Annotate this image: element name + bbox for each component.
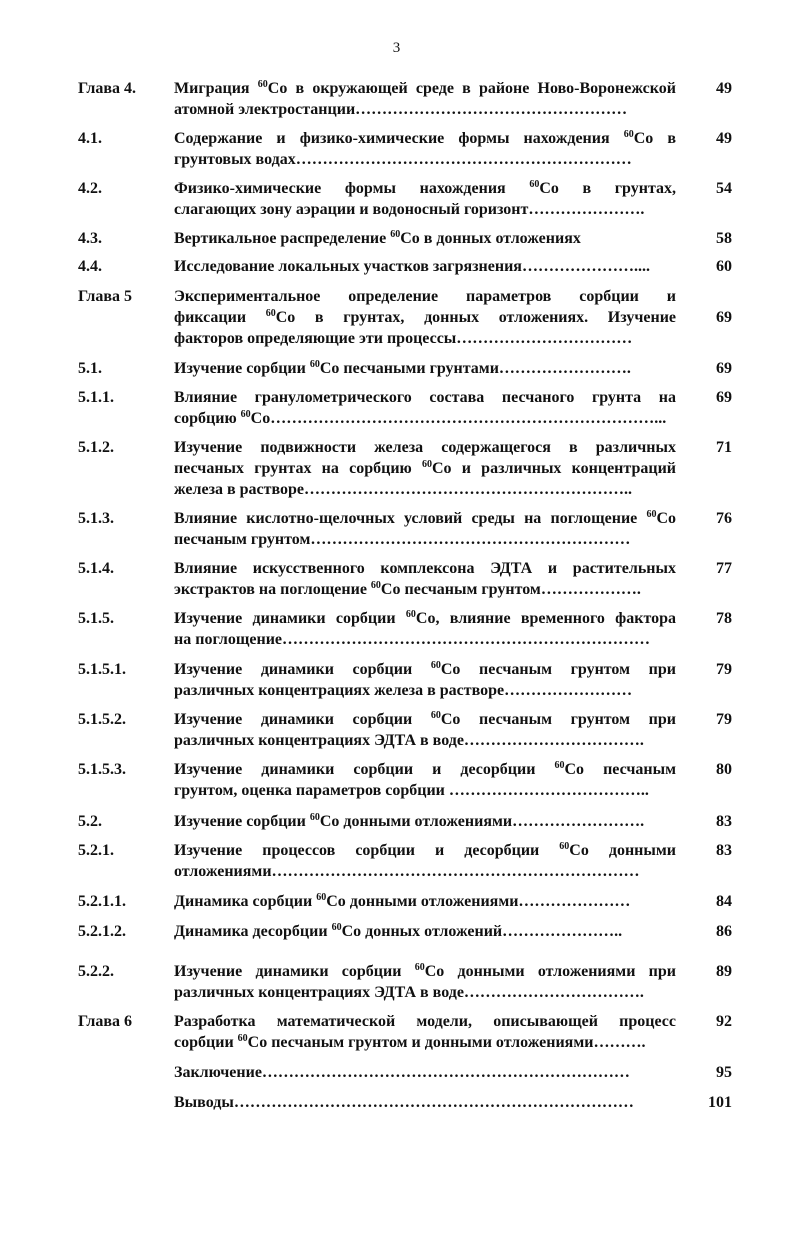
toc-title-line: Миграция $^{60}$Co в окружающей среде в районе Ново-Воронежской [174,79,676,97]
toc-entry-title [174,558,676,600]
toc-title-line: Динамика сорбции $^{60}$Co донными отложениями………………… [174,892,631,910]
isotope-superscript: 60 [390,229,401,240]
toc-entry-page: 69 [716,389,732,406]
toc-title-line: Исследование локальных участков загрязнения………………….... [174,258,650,275]
toc-entry-page: 84 [716,893,732,910]
toc-entry-number: 5.1.3. [78,510,114,527]
isotope-superscript: 60 [623,129,634,140]
isotope-superscript: 60 [405,609,416,620]
isotope-superscript: 60 [237,1033,248,1044]
toc-entry-number: 5.1.2. [78,439,114,456]
isotope-superscript: 60 [559,841,570,852]
toc-entry-page: 71 [716,439,732,456]
toc-entry-title [174,1062,676,1083]
toc-entry-title [174,891,676,912]
toc-entry-number: 5.1.5. [78,610,114,627]
toc-title-line: Изучение динамики сорбции и десорбции $^{60}$Co песчаным [174,760,676,778]
toc-title-line: Изучение динамики сорбции $^{60}$Co, влияние временного фактора [174,609,676,627]
isotope-superscript: 60 [414,962,425,973]
toc-entry-title [174,659,676,701]
toc-entry-page: 58 [716,230,732,247]
toc-title-line: Физико-химические формы нахождения $^{60}$Co в грунтах, [174,179,676,197]
toc-entry-page: 86 [716,923,732,940]
toc-entry-title [174,508,676,550]
toc-entry-title [174,1011,676,1053]
toc-title-line: факторов определяющие эти процессы…………………………… [174,330,633,347]
toc-title-line: песчаным грунтом…………………………………………………… [174,531,631,548]
toc-entry-page: 49 [716,130,732,147]
toc-entry-number: 5.1.5.2. [78,711,126,728]
toc-title-line: различных концентрациях ЭДТА в воде……………………………. [174,732,644,749]
toc-title-line: Влияние кислотно-щелочных условий среды на поглощение $^{60}$Co [174,509,676,527]
toc-entry-page: 95 [716,1064,732,1081]
toc-entry-title [174,358,676,379]
toc-entry-number: 4.3. [78,230,102,247]
toc-entry-title [174,228,676,249]
toc-title-line: слагающих зону аэрации и водоносный горизонт…………………. [174,201,645,218]
toc-entry-page: 79 [716,661,732,678]
toc-title-line: фиксации $^{60}$Co в грунтах, донных отложениях. Изучение [174,308,676,326]
toc-title-line: Изучение подвижности железа содержащегося в различных [174,439,676,456]
toc-entry-title [174,608,676,650]
toc-title-line: сорбцию $^{60}$Co………………………………………………………………... [174,409,667,427]
isotope-superscript: 60 [240,409,251,420]
toc-entry-number: Глава 4. [78,80,136,97]
toc-title-line: Изучение динамики сорбции $^{60}$Co песчаным грунтом при [174,660,676,678]
isotope-superscript: 60 [554,760,565,771]
isotope-superscript: 60 [430,660,441,671]
toc-entry-title [174,178,676,220]
toc-entry-number: 4.2. [78,180,102,197]
toc-title-line: Изучение сорбции $^{60}$Co донными отложениями……………………. [174,812,645,830]
toc-entry-number: 5.1.5.1. [78,661,126,678]
toc-title-line: Выводы………………………………………………………………… [174,1094,634,1111]
isotope-superscript: 60 [309,359,320,370]
toc-title-line: различных концентрациях железа в растворе…………………… [174,682,633,699]
toc-title-line: грунтом, оценка параметров сорбции ……………………………….. [174,782,649,799]
toc-title-line: песчаных грунтах на сорбцию $^{60}$Co и различных концентраций [174,459,676,477]
toc-entry-number: 5.2.1. [78,842,114,859]
toc-entry-title [174,759,676,801]
page-number: 3 [392,40,401,56]
toc-title-line: атомной электростанции…………………………………………… [174,101,628,118]
toc-title-line: на поглощение…………………………………………………………… [174,631,651,648]
toc-title-line: экстрактов на поглощение $^{60}$Co песчаным грунтом………………. [174,580,641,598]
toc-entry-page: 92 [716,1013,732,1030]
toc-title-line: Изучение динамики сорбции $^{60}$Co донными отложениями при [174,962,676,980]
toc-entry-title [174,840,676,882]
toc-title-line: Экспериментальное определение параметров сорбции и [174,288,676,305]
toc-entry-title [174,256,676,277]
toc-entry-number: 5.1.1. [78,389,114,406]
toc-entry-page: 78 [716,610,732,627]
toc-title-line: Влияние искусственного комплексона ЭДТА и растительных [174,560,676,577]
isotope-superscript: 60 [529,179,540,190]
toc-entry-title [174,921,676,942]
toc-entry-title [174,78,676,120]
toc-entry-page: 76 [716,510,732,527]
toc-entry-number: Глава 6 [78,1013,132,1030]
toc-entry-number: 5.1.4. [78,560,114,577]
toc-entry-title [174,437,676,500]
toc-entry-page: 69 [716,360,732,377]
toc-entry-number: 4.1. [78,130,102,147]
toc-entry-number: 5.1. [78,360,102,377]
toc-entry-number: 5.2.2. [78,963,114,980]
toc-title-line: Заключение…………………………………………………………… [174,1064,630,1081]
toc-entry-number: 5.2. [78,813,102,830]
toc-title-line: Вертикальное распределение $^{60}$Co в донных отложениях [174,229,581,247]
toc-entry-number: 5.1.5.3. [78,761,126,778]
toc-entry-title [174,811,676,832]
isotope-superscript: 60 [309,812,320,823]
toc-entry-page: 60 [716,258,732,275]
toc-entry-title [174,1092,676,1113]
toc-title-line: Изучение процессов сорбции и десорбции $^{60}$Co донными [174,841,676,859]
toc-title-line: железа в растворе…………………………………………………….. [174,481,633,498]
toc-entry-page: 101 [708,1094,732,1111]
toc-title-line: Динамика десорбции $^{60}$Co донных отложений………………….. [174,922,623,940]
toc-title-line: Изучение динамики сорбции $^{60}$Co песчаным грунтом при [174,710,676,728]
toc-title-line: Изучение сорбции $^{60}$Co песчаными грунтами……………………. [174,359,631,377]
isotope-superscript: 60 [646,509,657,520]
isotope-superscript: 60 [265,308,276,319]
toc-entry-page: 83 [716,842,732,859]
toc-entry-page: 80 [716,761,732,778]
toc-entry-page: 49 [716,80,732,97]
toc-title-line: Разработка математической модели, описывающей процесс [174,1013,676,1030]
toc-entry-number: Глава 5 [78,288,132,305]
toc-entry-title [174,387,676,429]
toc-entry-page: 83 [716,813,732,830]
toc-title-line: различных концентрациях ЭДТА в воде……………………………. [174,984,644,1001]
toc-title-line: отложениями…………………………………………………………… [174,863,640,880]
toc-entry-page: 89 [716,963,732,980]
toc-entry-page: 77 [716,560,732,577]
isotope-superscript: 60 [370,580,381,591]
toc-entry-title [174,961,676,1003]
toc-title-line: сорбции $^{60}$Co песчаным грунтом и донными отложениями………. [174,1033,646,1051]
toc-title-line: Содержание и физико-химические формы нахождения $^{60}$Co в [174,129,676,147]
toc-entry-number: 5.2.1.1. [78,893,126,910]
isotope-superscript: 60 [421,459,432,470]
isotope-superscript: 60 [430,710,441,721]
toc-entry-number: 4.4. [78,258,102,275]
isotope-superscript: 60 [331,922,342,933]
toc-title-line: грунтовых водах……………………………………………………… [174,151,632,168]
toc-entry-title [174,709,676,751]
toc-entry-title [174,128,676,170]
toc-entry-number: 5.2.1.2. [78,923,126,940]
toc-title-line: Влияние гранулометрического состава песчаного грунта на [174,389,676,406]
isotope-superscript: 60 [316,892,327,903]
toc-entry-title [174,286,676,349]
toc-entry-page: 69 [716,309,732,326]
isotope-superscript: 60 [257,79,268,90]
toc-entry-page: 54 [716,180,732,197]
toc-entry-page: 79 [716,711,732,728]
